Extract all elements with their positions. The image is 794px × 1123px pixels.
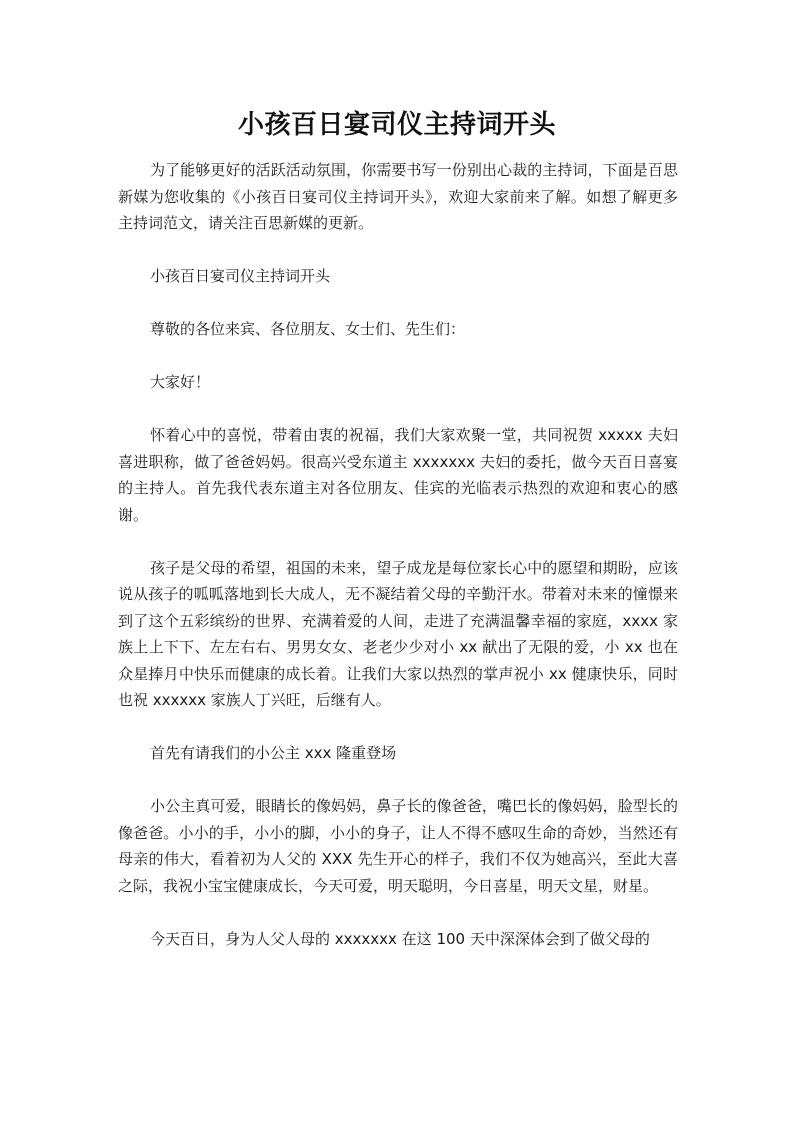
greeting-paragraph: 大家好！ xyxy=(150,373,211,391)
document-body xyxy=(118,157,678,952)
salutation-paragraph: 尊敬的各位来宾、各位朋友、女士们、先生们： xyxy=(150,320,466,338)
welcome-paragraph: 怀着心中的喜悦，带着由衷的祝福，我们大家欢聚一堂，共同祝贺 xxxxx 夫妇喜进职称，做了爸爸妈妈。很高兴受东道主 xxxxxxx 夫妇的委托，做今天百日喜宴的主持人。首先我代表东道主对各位朋友、佳宾的光临表示热烈的欢迎和衷心的感谢。 xyxy=(118,426,678,524)
princess-entrance-paragraph: 首先有请我们的小公主 xxx 隆重登场 xyxy=(150,744,397,762)
princess-description-paragraph: 小公主真可爱，眼睛长的像妈妈，鼻子长的像爸爸，嘴巴长的像妈妈，脸型长的像爸爸。小小的手，小小的脚，小小的身子，让人不得不感叹生命的奇妙，当然还有母亲的伟大，看着初为人父的 XXX 先生开心的样子，我们不仅为她高兴，至此大喜之际，我祝小宝宝健康成长，今天可爱，明天聪明，今日喜星，明天文星，财星。 xyxy=(118,797,678,895)
hundred-days-paragraph: 今天百日，身为人父人母的 xxxxxxx 在这 100 天中深深体会到了做父母的 xyxy=(150,929,650,948)
document-title: 小孩百日宴司仪主持词开头 xyxy=(237,110,556,140)
children-hope-paragraph: 孩子是父母的希望，祖国的未来，望子成龙是每位家长心中的愿望和期盼，应该说从孩子的呱呱落地到长大成人，无不凝结着父母的辛勤汗水。带着对未来的憧憬来到了这个五彩缤纷的世界、充满着爱的人间，走进了充满温馨幸福的家庭，xxxx 家族上上下下、左左右右、男男女女、老老少少对小 xx 献出了无限的爱，小 xx 也在众星捧月中快乐而健康的成长着。让我们大家以热烈的掌声祝小 xx 健康快乐，同时也祝 xxxxxx 家族人丁兴旺，后继有人。 xyxy=(118,558,678,709)
section-heading: 小孩百日宴司仪主持词开头 xyxy=(150,267,331,285)
intro-paragraph: 为了能够更好的活跃活动氛围，你需要书写一份别出心裁的主持词，下面是百思新媒为您收集的《小孩百日宴司仪主持词开头》，欢迎大家前来了解。如想了解更多主持词范文，请关注百思新媒的更新。 xyxy=(118,161,678,232)
